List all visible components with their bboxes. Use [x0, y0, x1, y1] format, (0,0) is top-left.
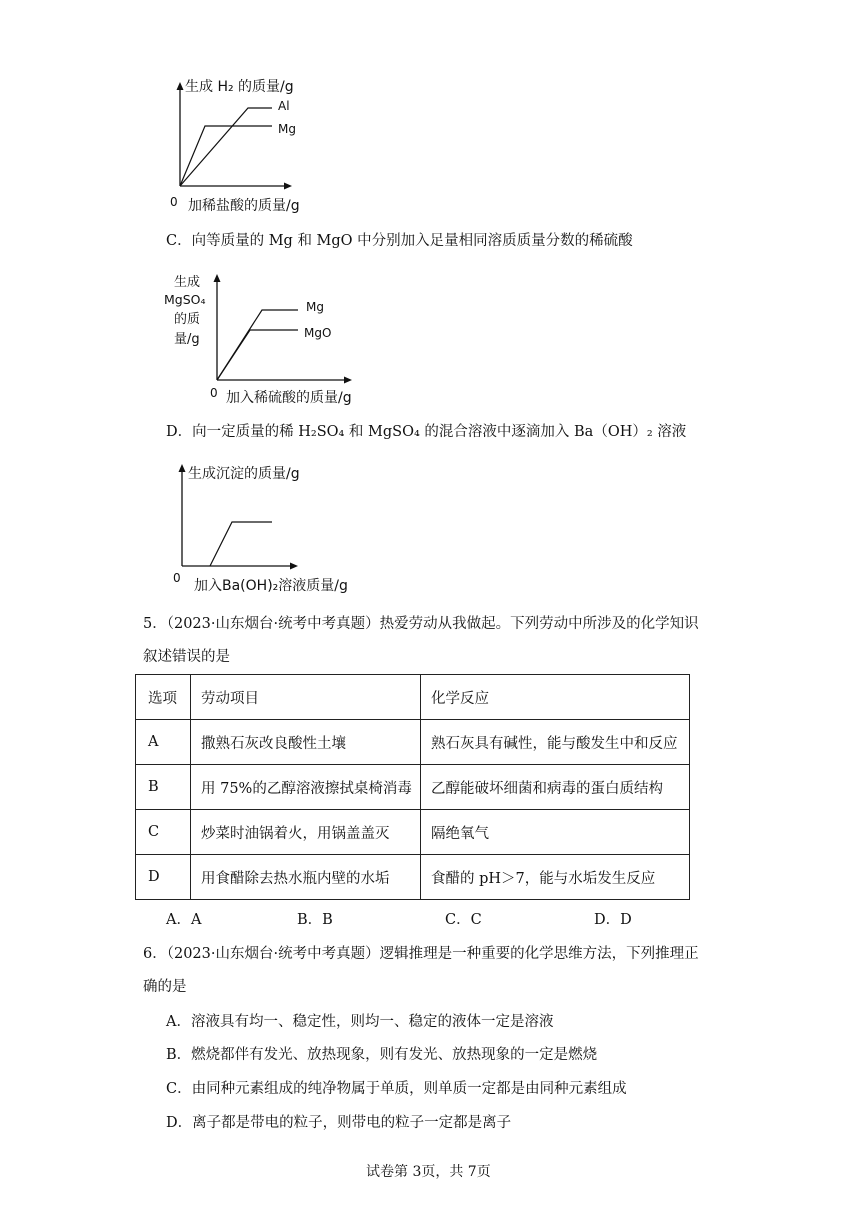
header-labor: 劳动项目	[191, 675, 421, 720]
q6-option-a[interactable]: A．溶液具有均一、稳定性，则均一、稳定的液体一定是溶液	[166, 1014, 554, 1030]
series-label-mg: Mg	[278, 122, 296, 136]
series-label-al: Al	[278, 99, 290, 113]
x-axis-arrow	[290, 563, 298, 570]
q5-choice-b[interactable]: B．B	[297, 912, 333, 928]
y-axis-arrow	[177, 82, 184, 90]
table-row	[136, 810, 690, 855]
y-axis-label-3: 的质	[174, 312, 201, 327]
graph-mgso4-vs-h2so4	[160, 266, 380, 410]
y-axis-label: 生成 H₂ 的质量/g	[185, 79, 294, 95]
q6-option-c[interactable]: C．由同种元素组成的纯净物属于单质，则单质一定都是由同种元素组成	[166, 1081, 627, 1097]
row-option: C	[136, 810, 191, 855]
page-footer: 试卷第 3页，共 7页	[366, 1164, 491, 1180]
line-mg	[180, 126, 272, 186]
table-header-row	[136, 675, 690, 720]
q5-stem-line2: 叙述错误的是	[143, 649, 230, 665]
row-option: B	[136, 765, 191, 810]
x-axis-arrow	[344, 377, 352, 384]
line-al	[180, 108, 272, 186]
option-d-text: D．向一定质量的稀 H₂SO₄ 和 MgSO₄ 的混合溶液中逐滴加入 Ba（OH）₂ 溶液	[166, 424, 687, 440]
row-labor: 用 75%的乙醇溶液擦拭桌椅消毒	[191, 765, 421, 810]
q5-choice-a[interactable]: A．A	[166, 912, 202, 928]
row-reaction: 乙醇能破坏细菌和病毒的蛋白质结构	[421, 765, 690, 810]
row-labor: 炒菜时油锅着火，用锅盖盖灭	[191, 810, 421, 855]
option-c-text: C．向等质量的 Mg 和 MgO 中分别加入足量相同溶质质量分数的稀硫酸	[166, 233, 633, 249]
origin-label: 0	[173, 571, 181, 585]
row-reaction: 隔绝氧气	[421, 810, 690, 855]
y-axis-arrow	[214, 274, 221, 282]
q5-stem-line1: 5．（2023·山东烟台·统考中考真题）热爱劳动从我做起。下列劳动中所涉及的化学知识	[143, 616, 699, 632]
line-mg	[217, 310, 298, 380]
origin-label: 0	[170, 195, 178, 209]
series-label-mg: Mg	[306, 300, 324, 314]
y-axis-label-4: 量/g	[174, 332, 200, 347]
y-axis-label-2: MgSO₄	[164, 292, 206, 307]
header-reaction: 化学反应	[421, 675, 690, 720]
graph-precipitate-vs-baoh2	[160, 456, 380, 598]
x-axis-arrow	[284, 183, 292, 190]
table-row	[136, 855, 690, 900]
q5-table	[135, 674, 690, 900]
q6-option-b[interactable]: B．燃烧都伴有发光、放热现象，则有发光、放热现象的一定是燃烧	[166, 1047, 598, 1063]
y-axis-arrow	[179, 464, 186, 472]
table-row	[136, 765, 690, 810]
table-row	[136, 720, 690, 765]
row-option: D	[136, 855, 191, 900]
row-option: A	[136, 720, 191, 765]
q6-stem-line1: 6．（2023·山东烟台·统考中考真题）逻辑推理是一种重要的化学思维方法，下列推理正	[143, 946, 699, 962]
x-axis-label: 加入稀硫酸的质量/g	[226, 390, 352, 406]
q6-option-d[interactable]: D．离子都是带电的粒子，则带电的粒子一定都是离子	[166, 1115, 512, 1131]
graph-h2-vs-hcl	[160, 74, 330, 220]
row-labor: 撒熟石灰改良酸性土壤	[191, 720, 421, 765]
origin-label: 0	[210, 386, 218, 400]
row-reaction: 食醋的 pH＞7，能与水垢发生反应	[421, 855, 690, 900]
row-reaction: 熟石灰具有碱性，能与酸发生中和反应	[421, 720, 690, 765]
q5-choice-d[interactable]: D．D	[594, 912, 632, 928]
y-axis-label-1: 生成	[174, 275, 201, 290]
line-mgo	[217, 330, 298, 380]
line-precipitate	[210, 522, 272, 566]
header-option: 选项	[136, 675, 191, 720]
series-label-mgo: MgO	[304, 326, 332, 340]
row-labor: 用食醋除去热水瓶内壁的水垢	[191, 855, 421, 900]
q6-stem-line2: 确的是	[143, 979, 187, 995]
q5-choice-c[interactable]: C．C	[445, 912, 482, 928]
x-axis-label: 加入Ba(OH)₂溶液质量/g	[194, 578, 348, 594]
x-axis-label: 加稀盐酸的质量/g	[188, 198, 300, 214]
y-axis-label: 生成沉淀的质量/g	[188, 466, 300, 482]
